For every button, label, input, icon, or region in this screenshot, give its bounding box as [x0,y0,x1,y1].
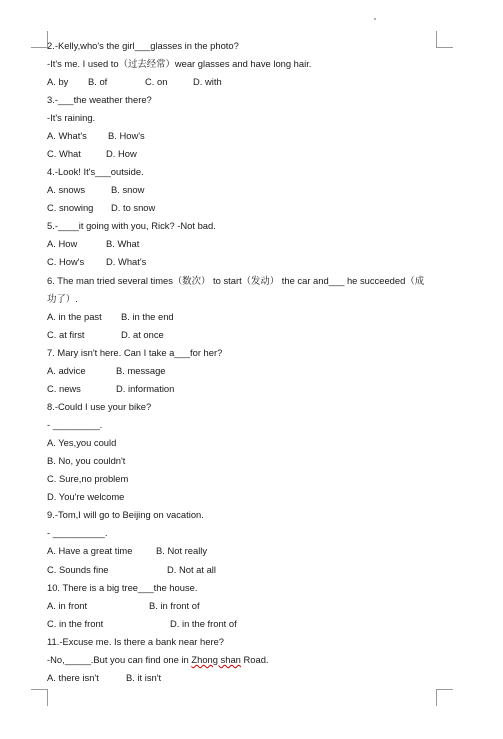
q5-option-a[interactable]: A. How [47,238,78,249]
q2-stem: 2.-Kelly,who's the girl___glasses in the photo? [47,40,239,51]
q9-blank: - __________. [47,527,108,538]
q4-stem: 4.-Look! It's___outside. [47,166,144,177]
q4-option-c[interactable]: C. snowing [47,202,94,213]
page-dot [374,18,376,20]
q7-stem: 7. Mary isn't here. Can I take a___for her? [47,347,223,358]
q2-option-c[interactable]: C. on [145,76,168,87]
q5-option-b[interactable]: B. What [106,238,140,249]
q2-option-b[interactable]: B. of [88,76,108,87]
crop-mark-bottom-right [436,689,453,706]
q6-option-a[interactable]: A. in the past [47,311,102,322]
q4-option-b[interactable]: B. snow [111,184,145,195]
q6-option-d[interactable]: D. at once [121,329,164,340]
q2-option-d[interactable]: D. with [193,76,222,87]
crop-mark-top-right [436,31,453,48]
q7-option-c[interactable]: C. news [47,383,81,394]
q5-stem: 5.-____it going with you, Rick? -Not bad. [47,220,216,231]
q10-option-a[interactable]: A. in front [47,600,88,611]
crop-mark-top-left [31,31,48,48]
crop-mark-bottom-left [31,689,48,706]
q8-option-a[interactable]: A. Yes,you could [47,437,117,448]
q3-option-a[interactable]: A. What's [47,130,87,141]
q5-option-d[interactable]: D. What's [106,256,147,267]
q8-option-d[interactable]: D. You're welcome [47,491,125,502]
q3-option-d[interactable]: D. How [106,148,137,159]
q6-option-c[interactable]: C. at first [47,329,85,340]
q6-stem-line1: 6. The man tried several times（数次） to start（发动） the car and___ he succeeded（成 [47,275,425,286]
q10-stem: 10. There is a big tree___the house. [47,582,198,593]
q5-option-c[interactable]: C. How's [47,256,85,267]
q8-option-c[interactable]: C. Sure,no problem [47,473,129,484]
q11-reply-post: Road. [240,654,269,665]
q2-reply: -It's me. I used to（过去经常）wear glasses and have long hair. [47,58,312,69]
q7-option-a[interactable]: A. advice [47,365,86,376]
q8-stem: 8.-Could I use your bike? [47,401,152,412]
q10-option-c[interactable]: C. in the front [47,618,104,629]
q3-reply: -It's raining. [47,112,96,123]
q2-option-a[interactable]: A. by [47,76,69,87]
q9-option-b[interactable]: B. Not really [156,545,208,556]
q7-option-b[interactable]: B. message [116,365,166,376]
q9-option-a[interactable]: A. Have a great time [47,545,133,556]
q11-option-b[interactable]: B. it isn't [126,672,162,683]
q8-blank: - _________. [47,419,103,430]
q11-reply-place: Zhong shan [191,654,241,665]
q6-stem-line2: 功了）. [47,293,78,304]
q11-stem: 11.-Excuse me. Is there a bank near here? [47,636,225,647]
q3-option-c[interactable]: C. What [47,148,81,159]
q9-stem: 9.-Tom,I will go to Beijing on vacation. [47,509,204,520]
q10-option-d[interactable]: D. in the front of [170,618,237,629]
q9-option-d[interactable]: D. Not at all [167,564,216,575]
q10-option-b[interactable]: B. in front of [149,600,200,611]
q6-option-b[interactable]: B. in the end [121,311,174,322]
q9-option-c[interactable]: C. Sounds fine [47,564,109,575]
q11-reply [47,654,269,666]
q4-option-d[interactable]: D. to snow [111,202,156,213]
q11-option-a[interactable]: A. there isn't [47,672,99,683]
q3-stem: 3.-___the weather there? [47,94,152,105]
q11-reply-pre: -No,_____.But you can find one in [47,654,192,665]
q7-option-d[interactable]: D. information [116,383,175,394]
q4-option-a[interactable]: A. snows [47,184,86,195]
q8-option-b[interactable]: B. No, you couldn't [47,455,126,466]
q3-option-b[interactable]: B. How's [108,130,145,141]
